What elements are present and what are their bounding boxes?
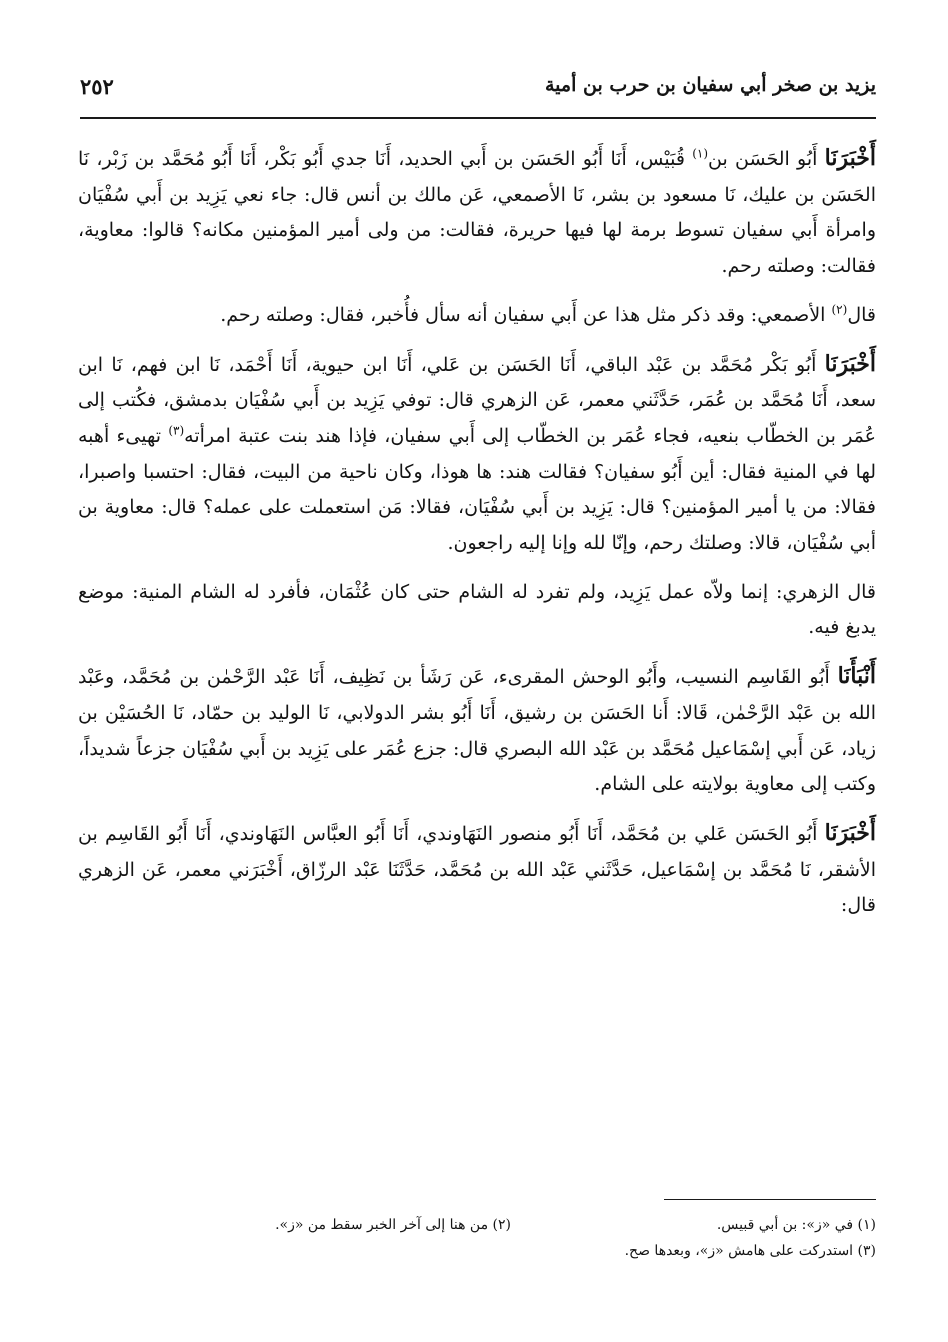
paragraph-5 [78,659,876,803]
paragraph-text: قال [847,303,876,326]
paragraph-4 [78,575,876,646]
header-rule [80,117,876,119]
footnote-row [78,1238,876,1264]
running-title: يزيد بن صخر أبي سفيان بن حرب بن أمية [545,74,876,96]
footnote-row [78,1212,876,1238]
footnote-1: (١) في «ز»: بن أبي قبيس. [716,1217,876,1233]
running-header [80,74,876,108]
paragraph-lead: أَخْبَرَنَا [824,819,876,846]
main-text [78,141,876,937]
paragraph-text: أَبُو بَكْر مُحَمَّد بن عَبْد الباقي، أَنَا الحَسَن بن عَلي، أَنَا ابن حيوية، أَنَا أَحْمَد، نَا ابن فهم، نَا ابن سعد، أَنَا مُحَمَّد بن عُمَر، حَدَّثَني معمر، عَن الزهري قال: توفي يَزِيد بن أَبي سُفْيَان بدمشق، فكُتب إلى عُمَر بن الخطّاب بنعيه، فجاء عُمَر بن الخطّاب إلى أَبي سفيان، فإذا هند بنت عتبة امرأته [78,353,876,447]
footnote-marker: (٢) [831,302,848,317]
paragraph-text: قال الزهري: إنما ولاّه عمل يَزِيد، ولم تفرد له الشام حتى كان عُثْمَان، فأفرد له الشام المنية: موضع يدبغ فيه. [78,580,876,639]
footnote-3: (٣) استدركت على هامش «ز»، وبعدها صح. [624,1243,876,1259]
paragraph-lead: أَنْبَأَنَا [837,663,876,690]
paragraph-6 [78,816,876,924]
paragraph-text: قُبَيْس، أَنَا أَبُو الحَسَن بن أَبي الحديد، أَنَا جدي أَبُو بَكْر، أَنَا أَبُو مُحَمَّد بن زَبْر، نَا الحَسَن بن عليك، نَا مسعود بن بشر، نَا الأصمعي، عَن مالك بن أنس قال: جاء نعي يَزِيد بن أَبي سُفْيَان وامرأة أَبي سفيان تسوط برمة لها فيها حريرة، فقالت: من ولى أمير المؤمنين مكانه؟ قالوا: معاوية، فقالت: وصلته رحم. [78,148,876,278]
footnote-rule [664,1199,876,1200]
footnote-2: (٢) من هنا إلى آخر الخبر سقط من «ز». [275,1217,511,1233]
paragraph-2 [78,298,876,334]
footnotes [78,1212,876,1264]
paragraph-3 [78,347,876,562]
paragraph-text: الأصمعي: وقد ذكر مثل هذا عن أَبي سفيان أنه سأل فأُخبر، فقال: وصلته رحم. [220,303,826,326]
page-number: ٢٥٢ [80,74,114,99]
footnote-marker: (٣) [168,423,185,438]
paragraph-text: تهيىء أهبه لها في المنية فقال: أين أَبُو سفيان؟ فقالت هند: ها هوذا، وكان ناحية من البيت، فقال: احتسبا واصبرا، فقالا: من يا أمير المؤمنين؟ قال: يَزِيد بن أَبي سُفْيَان، فقالا: مَن استعملت على عمله؟ قال: معاوية بن أبي سُفْيَان، قالا: وصلتك رحم، وإنّا لله وإنا إليه راجعون. [78,424,876,555]
paragraph-text: أَبُو الحَسَن بن [708,148,818,170]
paragraph-lead: أَخْبَرَنَا [824,350,876,377]
paragraph-text: أَبُو الحَسَن عَلي بن مُحَمَّد، أَنَا أَبُو منصور النَهَاوندي، أَنَا أَبُو العبَّاس النَهَاوندي، أَنَا أَبُو القَاسِم بن الأشقر، نَا مُحَمَّد بن إسْمَاعيل، حَدَّثَني عَبْد الله بن مُحَمَّد، حَدَّثَنَا عَبْد الرزّاق، أَخْبَرَني معمر، عَن الزهري قال: [78,822,876,917]
paragraph-lead: أَخْبَرَنَا [824,145,876,171]
footnote-marker: (١) [692,146,709,161]
paragraph-text: أَبُو القَاسِم النسيب، وأَبُو الوحش المقرىء، عَن رَشَأ بن نَظِيف، أَنَا عَبْد الرَّحْمٰن بن مُحَمَّد، وعَبْد الله بن عَبْد الرَّحْمٰن، قَالا: أَنا الحَسَن بن رشيق، أَنَا أَبُو بشر الدولابي، نَا الوليد بن حمّاد، نَا الحُسَيْن بن زياد، عَن أَبي إسْمَاعيل مُحَمَّد بن عَبْد الله البصري قال: جزع عُمَر على يَزِيد بن أَبي سُفْيَان جزعاً شديداً، وكتب إلى معاوية بولايته على الشام. [78,666,876,796]
paragraph-1 [78,141,876,285]
